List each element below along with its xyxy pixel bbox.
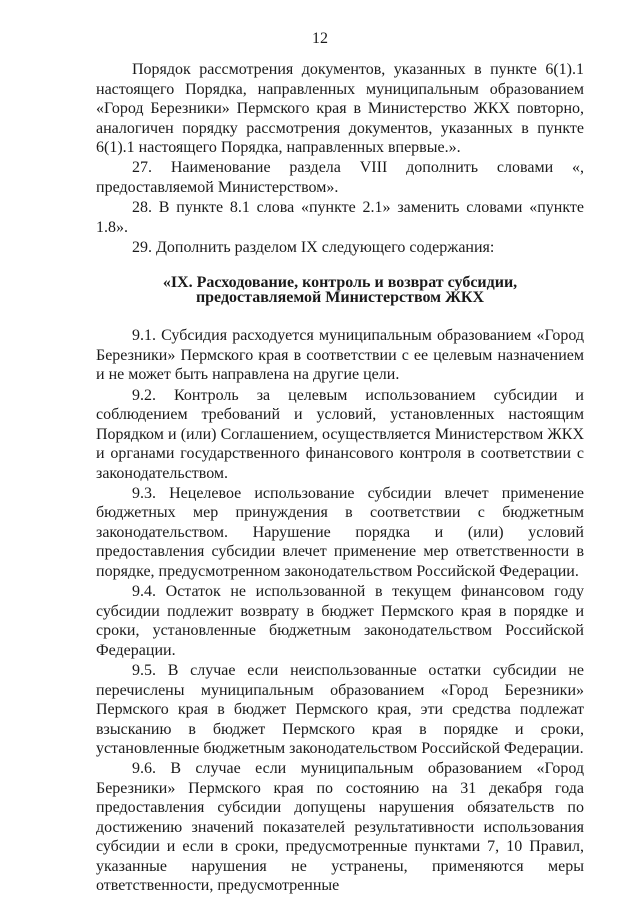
page-number: 12 <box>312 30 328 47</box>
section-heading-line-2: предоставляемой Министерством ЖКХ <box>195 289 485 307</box>
paragraph-9-5: 9.5. В случае если неиспользованные остатки субсидии не перечислены муниципальным образованием «Город Березники» Пермского края в бюджет Пермского края, эти средства подлежат взысканию в бюджет Пермского края в порядке и сроки, установленные бюджетным законодательством Российской Федерации. <box>96 662 584 758</box>
paragraph-9-3: 9.3. Нецелевое использование субсидии влечет применение бюджетных мер принуждения в соответствии с бюджетным законодательством. Нарушение порядка и (или) условий предоставления субсидии влечет применение мер ответственности в порядке, предусмотренном законодательством Российской Федерации. <box>96 484 584 580</box>
paragraph-item-28: 28. В пункте 8.1 слова «пункте 2.1» заменить словами «пункте 1.8». <box>96 199 584 236</box>
document-body <box>96 60 584 896</box>
paragraph-item-27: 27. Наименование раздела VIII дополнить словами «, предоставляемой Министерством». <box>96 159 584 196</box>
paragraph-9-2: 9.2. Контроль за целевым использованием субсидии и соблюдением требований и условий, установленных настоящим Порядком и (или) Соглашением, осуществляется Министерством ЖКХ и органами государственного финансового контроля в соответствии с законодательством. <box>96 386 584 482</box>
paragraph-9-4: 9.4. Остаток не использованной в текущем финансовом году субсидии подлежит возврату в бюджет Пермского края в порядке и сроки, установленные бюджетным законодательством Российской Федерации. <box>96 583 584 659</box>
section-heading <box>96 275 584 305</box>
spacer <box>96 305 584 326</box>
paragraph-9-6: 9.6. В случае если муниципальным образованием «Город Березники» Пермского края по состоянию на 31 декабря года предоставления субсидии допущены нарушения обязательств по достижению значений показателей результативности использования субсидии и если в сроки, предусмотренные пунктами 7, 10 Правил, указанные нарушения не устранены, применяются меры ответственности, предусмотренные <box>96 760 584 895</box>
paragraph-order-review: Порядок рассмотрения документов, указанных в пункте 6(1).1 настоящего Порядка, направленных муниципальным образованием «Город Березники» Пермского края в Министерство ЖКХ повторно, аналогичен порядку рассмотрения документов, указанных в пункте 6(1).1 настоящего Порядка, направленных впервые.». <box>96 61 584 156</box>
section-heading-line-1: «IX. Расходование, контроль и возврат субсидии, <box>162 274 518 292</box>
paragraph-9-1: 9.1. Субсидия расходуется муниципальным образованием «Город Березники» Пермского края в соответствии с ее целевым назначением и не может быть направлена на другие цели. <box>96 327 584 384</box>
paragraph-item-29: 29. Дополнить разделом IX следующего содержания: <box>132 238 495 256</box>
